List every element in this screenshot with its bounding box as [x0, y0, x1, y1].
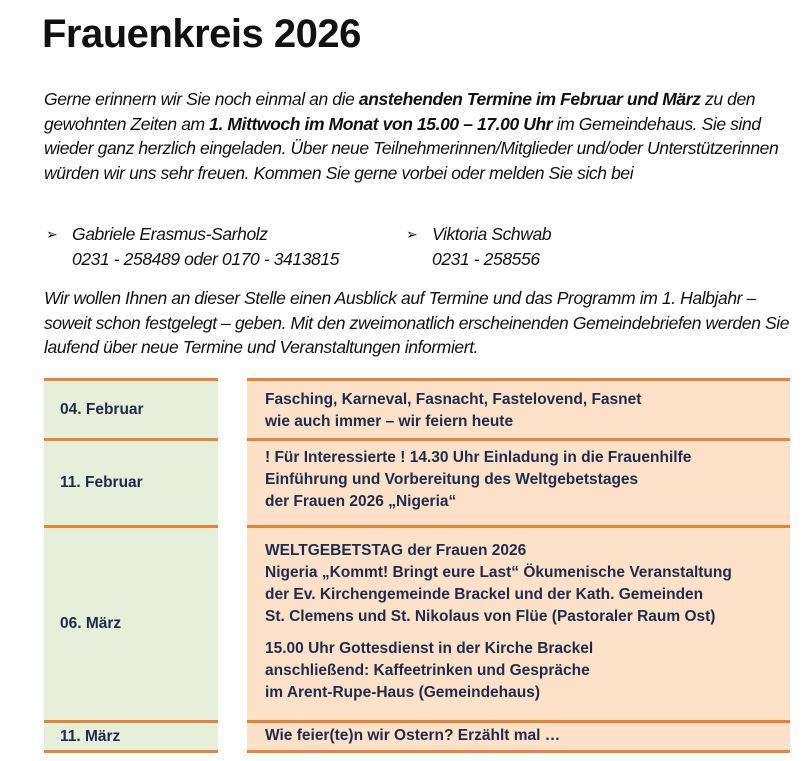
event-description [247, 525, 790, 720]
contact-name: Viktoria Schwab [432, 224, 552, 244]
event-line: 15.00 Uhr Gottesdienst in der Kirche Brackel [265, 640, 594, 657]
event-description [247, 438, 790, 525]
table-bottom-border [247, 750, 790, 753]
event-line: anschließend: Kaffeetrinken und Gespräche [265, 662, 590, 679]
contact-phone: 0231 - 258489 oder 0170 - 3413815 [72, 248, 340, 269]
event-line: wie auch immer – wir feiern heute [265, 413, 514, 430]
event-line: Fasching, Karneval, Fasnacht, Fastelovend, Fasnet [265, 391, 642, 408]
contact-name: Gabriele Erasmus-Sarholz [72, 224, 268, 244]
event-line: im Arent-Rupe-Haus (Gemeindehaus) [265, 684, 541, 701]
intro-text: im Gemeindehaus. Sie sind wieder ganz herzlich eingeladen. Über neue Teilnehmerinnen/Mitglieder und/oder Unterstützerinnen würden wir uns sehr freuen. Kommen Sie gerne vorbei oder melden Sie sich bei [44, 113, 779, 183]
event-line: Wie feier(te)n wir Ostern? Erzählt mal … [265, 727, 561, 744]
event-description [247, 720, 790, 750]
table-bottom-border [44, 750, 218, 753]
arrow-bullet-icon: ➢ [406, 226, 418, 242]
intro-bold-dates: anstehenden Termine im Februar und März [358, 89, 701, 109]
event-line: St. Clemens und St. Nikolaus von Flüe (Pastoraler Raum Ost) [265, 608, 716, 625]
intro-text: Gerne erinnern wir Sie noch einmal an die [44, 89, 359, 109]
contact-1 [46, 222, 339, 271]
outro-paragraph: Wir wollen Ihnen an dieser Stelle einen Ausblick auf Termine und das Programm im 1. Halbjahr – soweit schon festgelegt – geben. Mit den zweimonatlich erscheinenden Gemeindebriefen werden Sie laufend über neue Termine und Veranstaltungen informiert. [44, 288, 790, 357]
event-line: Nigeria „Kommt! Bringt eure Last“ Ökumenische Veranstaltung [265, 564, 732, 581]
event-date: 06. März [44, 525, 218, 720]
intro-bold-time: 1. Mittwoch im Monat von 15.00 – 17.00 Uhr [209, 113, 553, 134]
event-date: 11. März [44, 720, 218, 750]
contact-2 [406, 222, 551, 271]
event-line: der Frauen 2026 „Nigeria“ [265, 493, 457, 510]
arrow-bullet-icon: ➢ [46, 226, 58, 242]
event-date: 11. Februar [44, 438, 218, 525]
event-description [247, 378, 790, 438]
event-line: WELTGEBETSTAG der Frauen 2026 [265, 542, 527, 559]
event-line: Einführung und Vorbereitung des Weltgebetstages [265, 471, 639, 488]
event-date: 04. Februar [44, 378, 218, 438]
event-line: ! Für Interessierte ! 14.30 Uhr Einladung in die Frauenhilfe [265, 449, 692, 466]
page-title: Frauenkreis 2026 [42, 12, 361, 56]
event-line: der Ev. Kirchengemeinde Brackel und der Kath. Gemeinden [265, 586, 704, 603]
intro-text: zu den gewohnten Zeiten am [44, 89, 756, 134]
intro-paragraph [44, 87, 794, 185]
contact-phone: 0231 - 258556 [432, 248, 540, 269]
